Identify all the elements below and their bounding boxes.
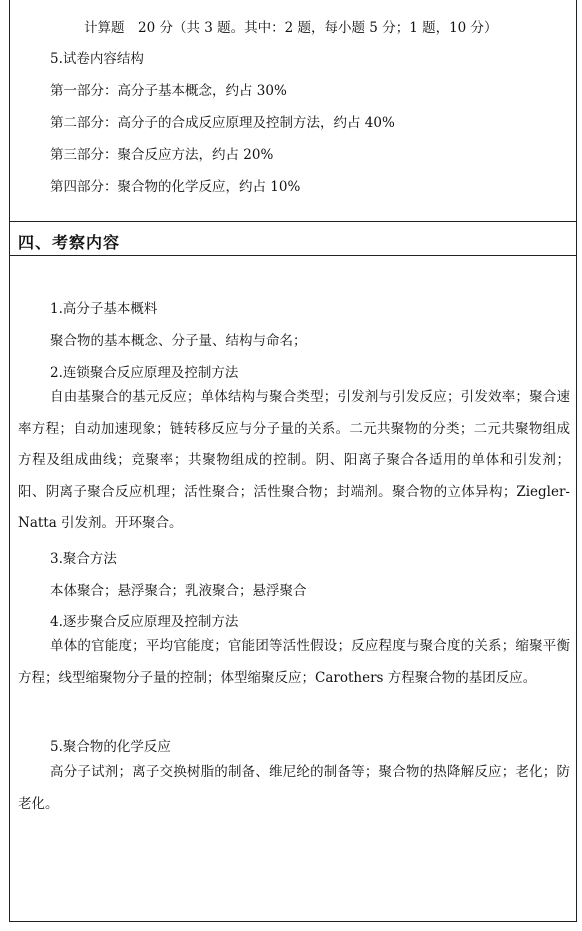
part-1: 第一部分：高分子基本概念，约占 30% <box>50 83 287 99</box>
topic-1-text: 聚合物的基本概念、分子量、结构与命名； <box>50 333 307 349</box>
topic-5-heading: 5.聚合物的化学反应 <box>50 739 171 755</box>
topic-1-heading: 1.高分子基本概料 <box>50 301 158 317</box>
document-frame <box>9 0 577 922</box>
topic-3-heading: 3.聚合方法 <box>50 551 117 567</box>
topic-4-heading: 4.逐步聚合反应原理及控制方法 <box>50 614 239 630</box>
part-4: 第四部分：聚合物的化学反应，约占 10% <box>50 179 301 195</box>
exam-structure-section <box>10 0 576 222</box>
topic-5-text: 高分子试剂；离子交换树脂的制备、维尼纶的制备等；聚合物的热降解反应；老化；防老化。 <box>18 764 570 812</box>
topic-2-heading: 2.连锁聚合反应原理及控制方法 <box>50 365 239 381</box>
part-2: 第二部分：高分子的合成反应原理及控制方法，约占 40% <box>50 115 395 131</box>
topic-2-text: 自由基聚合的基元反应；单体结构与聚合类型；引发剂与引发反应；引发效率；聚合速率方程；自动加速现象；链转移反应与分子量的关系。二元共聚物的分类；二元共聚物组成方程及组成曲线；竞聚率；共聚物组成的控制。阴、阳离子聚合各适用的单体和引发剂；阳、阴离子聚合反应机理；活性聚合；活性聚合物；封端剂。聚合物的立体异构；Ziegler-Natta 引发剂。开环聚合。 <box>18 389 570 531</box>
section-title: 四、考察内容 <box>18 233 121 252</box>
structure-heading: 5.试卷内容结构 <box>50 51 144 67</box>
topic-3-text: 本体聚合；悬浮聚合；乳液聚合；悬浮聚合 <box>50 583 307 599</box>
scoring-line: 计算题 20 分（共 3 题。其中：2 题，每小题 5 分；1 题，10 分） <box>84 20 498 36</box>
section-header <box>10 222 576 256</box>
part-3: 第三部分：聚合反应方法，约占 20% <box>50 147 274 163</box>
topic-4-text: 单体的官能度；平均官能度；官能团等活性假设；反应程度与聚合度的关系；缩聚平衡方程；线型缩聚物分子量的控制；体型缩聚反应；Carothers 方程聚合物的基团反应。 <box>18 638 570 686</box>
